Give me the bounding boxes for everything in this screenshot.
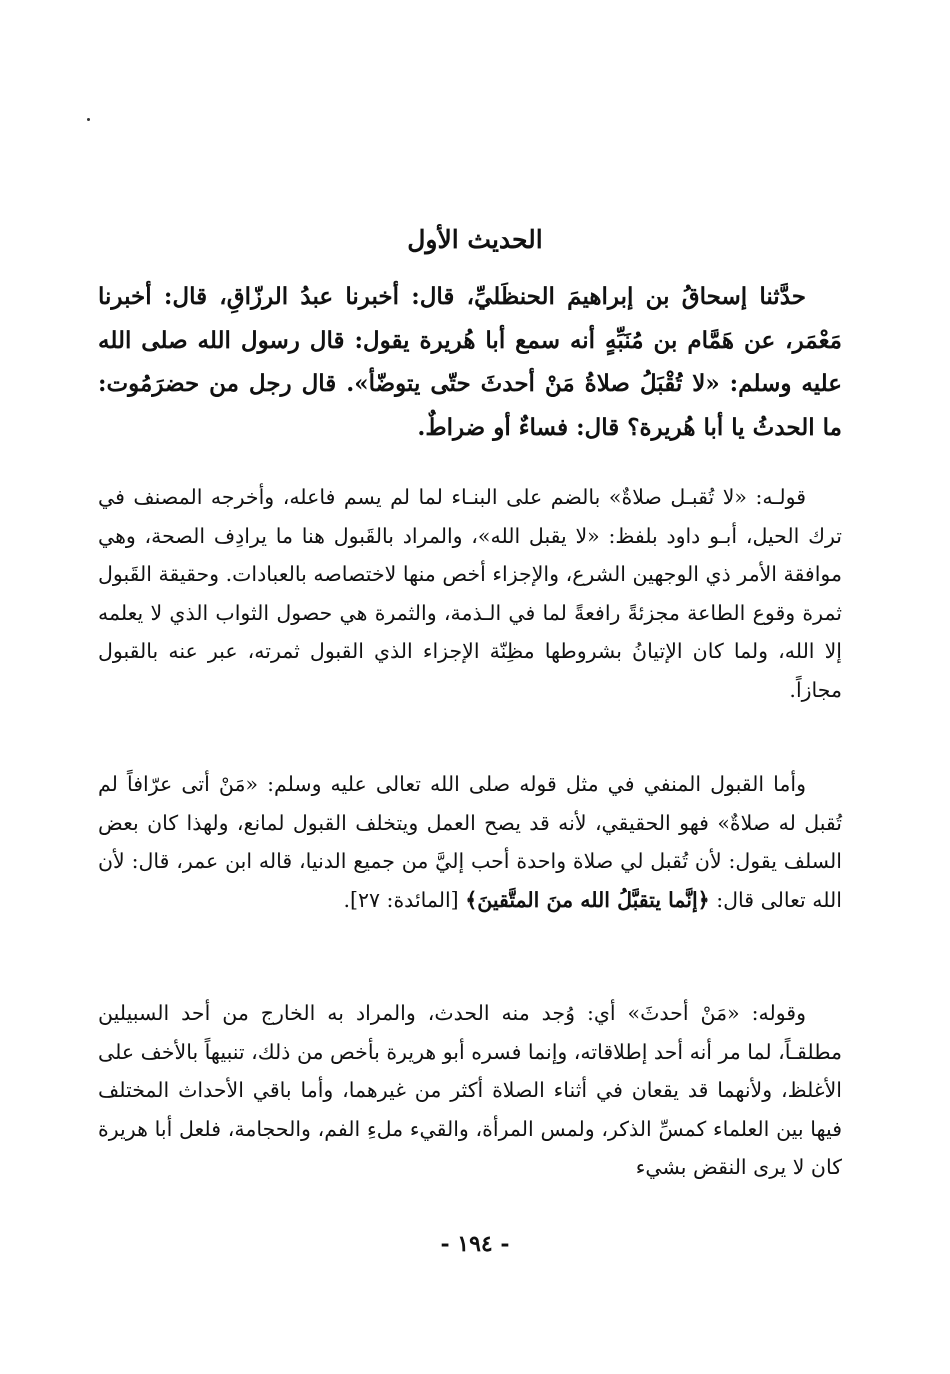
commentary-paragraph-1: قولـه: «لا تُقبـل صلاةٌ» بالضم على البنـاء لما لم يسم فاعله، وأخرجه المصنف في ترك الحيل، أبـو داود بلفظ: «لا يقبل الله»، والمراد بالقَبول هنا ما يرادِف الصحة، وهي موافقة الأمر ذي الوجهين الشرع، والإجزاء أخص منها لاختصاصه بالعبادات. وحقيقة القَبول ثمرة وقوع الطاعة مجزئةً رافعةً لما في الـذمة، والثمرة هي حصول الثواب الذي لا يعلمه إلا الله، ولما كان الإتيانُ بشروطها مظِنّة الإجزاء الذي القبول ثمرته، عبر عنه بالقبول مجازاً. (98, 485, 842, 702)
verse-reference: [المائدة: ٢٧]. (343, 887, 466, 912)
chapter-title: الحديث الأول (407, 225, 543, 254)
commentary-paragraph-3: وقوله: «مَنْ أحدثَ» أي: وُجد منه الحدث، والمراد به الخارج من أحد السبيلين مطلقـاً، لما مر أنه أحد إطلاقاته، وإنما فسره أبو هريرة بأخص من ذلك، تنبيهاً بالأخف على الأغلظ، ولأنهما قد يقعان في أثناء الصلاة أكثر من غيرهما، وأما باقي الأحداث المختلف فيها بين العلماء كمسِّ الذكر، ولمس المرأة، والقيء ملءِ الفم، والحجامة، فلعل أبا هريرة كان لا يرى النقض بشيء (98, 1001, 842, 1179)
page-number: - ١٩٤ - (440, 1231, 510, 1257)
stray-mark (87, 118, 90, 121)
hadith-text: حدَّثنا إسحاقُ بن إبراهيمَ الحنظَليِّ، قال: أخبرنا عبدُ الرزّاقِ، قال: أخبرنا مَعْمَر، عن هَمَّام بن مُنَبِّهٍ أنه سمع أبا هُريرة يقول: قال رسول الله صلى الله عليه وسلم: «لا تُقْبَلُ صلاةُ مَنْ أحدثَ حتّى يتوضّأ». قال رجل من حضرَمُوت: ما الحدثُ يا أبا هُريرة؟ قال: فساءٌ أو ضراطٌ. (98, 283, 842, 441)
quran-verse: ﴿إنَّما يتقبَّلُ الله منَ المتَّقينَ﴾ (465, 887, 710, 912)
commentary-paragraph-2 (98, 765, 842, 919)
paragraph-2-text: وأما القبول المنفي في مثل قوله صلى الله تعالى عليه وسلم: «مَنْ أتى عرّافاً لم تُقبل له صلاةٌ» فهو الحقيقي، لأنه قد يصح العمل ويتخلف القبول لمانع، ولهذا كان بعض السلف يقول: لأن تُقبل لي صلاة واحدة أحب إليَّ من جميع الدنيا، قاله ابن عمر، قال: لأن الله تعالى قال: (98, 772, 842, 912)
